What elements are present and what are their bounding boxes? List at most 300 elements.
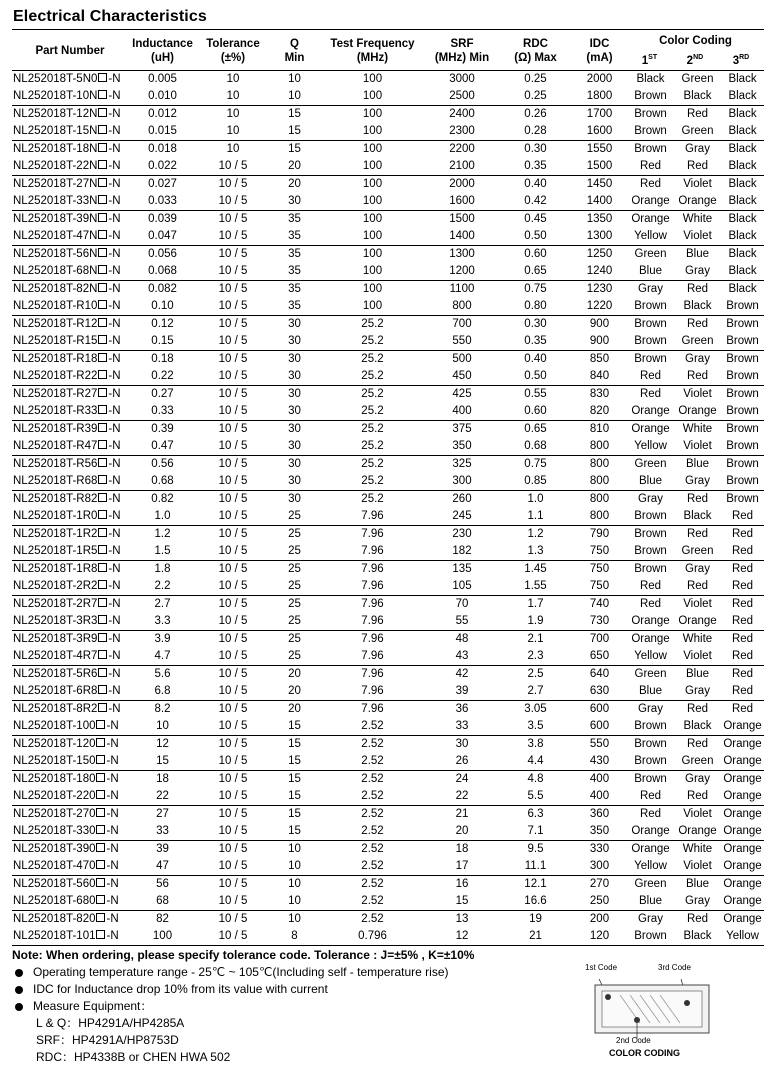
cell-srf: 1400 <box>449 229 475 242</box>
cell-q-min: 25 <box>288 562 301 575</box>
cell-color-1st: Black <box>636 72 665 85</box>
tolerance-code-box-icon <box>98 528 107 537</box>
header-tolerance: Tolerance (±%) <box>206 37 260 64</box>
cell-idc: 200 <box>589 912 610 925</box>
tolerance-code-box-icon <box>98 405 107 414</box>
cell-color-3rd: Black <box>728 229 757 242</box>
cell-rdc: 1.9 <box>527 614 544 627</box>
cell-color-1st: Brown <box>634 562 667 575</box>
header-test-frequency: Test Frequency (MHz) <box>330 37 415 64</box>
cell-color-3rd: Black <box>728 194 757 207</box>
table-row <box>12 333 764 351</box>
cell-test-frequency: 100 <box>362 107 383 120</box>
cell-tolerance: 10 / 5 <box>218 719 248 732</box>
cell-idc: 800 <box>589 457 610 470</box>
cell-rdc: 2.3 <box>527 649 544 662</box>
bullet-dot-icon <box>15 1003 23 1011</box>
electrical-characteristics-table <box>12 31 764 946</box>
cell-color-3rd: Orange <box>723 877 762 890</box>
cell-color-2nd: Green <box>681 72 714 85</box>
cell-q-min: 25 <box>288 579 301 592</box>
cell-inductance: 100 <box>152 929 173 942</box>
cell-color-3rd: Black <box>728 124 757 137</box>
cell-inductance: 0.027 <box>148 177 177 190</box>
tolerance-code-box-icon <box>98 108 107 117</box>
cell-srf: 550 <box>452 334 472 347</box>
cell-inductance: 1.2 <box>154 527 171 540</box>
cell-color-2nd: Orange <box>678 614 717 627</box>
cell-test-frequency: 25.2 <box>361 457 384 470</box>
cell-inductance: 0.56 <box>151 457 174 470</box>
cell-test-frequency: 100 <box>362 212 383 225</box>
cell-color-3rd: Orange <box>723 807 762 820</box>
cell-srf: 2000 <box>449 177 475 190</box>
cell-rdc: 3.05 <box>524 702 547 715</box>
cell-srf: 21 <box>455 807 469 820</box>
cell-srf: 1100 <box>449 282 475 295</box>
cell-color-2nd: Red <box>686 702 709 715</box>
cell-srf: 2500 <box>449 89 475 102</box>
cell-color-3rd: Red <box>731 702 754 715</box>
cell-srf: 2300 <box>449 124 475 137</box>
cell-part-number: NL252018T-10N -N <box>13 89 121 102</box>
cell-inductance: 0.056 <box>148 247 177 260</box>
table-row <box>12 228 764 246</box>
cell-color-2nd: Red <box>686 492 709 505</box>
cell-color-1st: Gray <box>638 702 663 715</box>
equipment-lq: L & Q：HP4291A/HP4285A <box>36 1016 185 1030</box>
cell-inductance: 47 <box>156 859 169 872</box>
cell-color-3rd: Brown <box>726 369 759 382</box>
cell-rdc: 16.6 <box>524 894 547 907</box>
table-row <box>12 735 764 753</box>
cell-color-1st: Brown <box>634 334 667 347</box>
cell-inductance: 1.5 <box>154 544 171 557</box>
cell-test-frequency: 2.52 <box>361 719 384 732</box>
cell-test-frequency: 2.52 <box>361 754 384 767</box>
cell-part-number: NL252018T-R82 -N <box>13 492 121 505</box>
header-part-number: Part Number <box>35 44 105 57</box>
cell-q-min: 35 <box>288 299 301 312</box>
cell-tolerance: 10 / 5 <box>218 194 248 207</box>
cell-inductance: 15 <box>156 754 169 767</box>
cell-rdc: 0.45 <box>524 212 547 225</box>
cell-rdc: 2.7 <box>527 684 544 697</box>
table-row <box>12 718 764 736</box>
cell-color-3rd: Orange <box>723 789 762 802</box>
tolerance-code-box-icon <box>98 615 107 624</box>
equipment-srf: SRF：HP4291A/HP8753D <box>36 1033 179 1047</box>
cell-srf: 1300 <box>449 247 475 260</box>
cell-color-3rd: Brown <box>726 317 759 330</box>
diagram-label-2nd-code: 2nd Code <box>616 1036 651 1045</box>
cell-rdc: 3.8 <box>527 737 544 750</box>
tolerance-code-box-icon <box>98 265 107 274</box>
cell-rdc: 1.45 <box>524 562 547 575</box>
cell-color-3rd: Brown <box>726 492 759 505</box>
cell-inductance: 27 <box>156 807 169 820</box>
cell-idc: 850 <box>589 352 610 365</box>
cell-q-min: 15 <box>288 772 301 785</box>
cell-test-frequency: 2.52 <box>361 912 384 925</box>
cell-test-frequency: 100 <box>362 177 383 190</box>
cell-tolerance: 10 / 5 <box>218 387 248 400</box>
tolerance-code-box-icon <box>98 458 107 467</box>
cell-tolerance: 10 <box>226 72 240 85</box>
cell-color-3rd: Black <box>728 72 757 85</box>
cell-idc: 120 <box>589 929 610 942</box>
cell-idc: 400 <box>589 789 610 802</box>
cell-tolerance: 10 / 5 <box>218 877 248 890</box>
cell-rdc: 0.65 <box>524 422 547 435</box>
cell-test-frequency: 7.96 <box>361 702 384 715</box>
cell-color-2nd: Orange <box>678 404 717 417</box>
notes-section <box>12 947 572 1066</box>
cell-q-min: 10 <box>288 859 301 872</box>
table-row <box>12 140 764 158</box>
cell-q-min: 35 <box>288 229 301 242</box>
tolerance-code-box-icon <box>98 388 107 397</box>
cell-rdc: 0.25 <box>524 72 547 85</box>
cell-test-frequency: 7.96 <box>361 649 384 662</box>
table-row <box>12 210 764 228</box>
cell-q-min: 15 <box>288 807 301 820</box>
cell-rdc: 0.40 <box>524 352 547 365</box>
tolerance-code-box-icon <box>98 283 107 292</box>
table-row <box>12 875 764 893</box>
cell-srf: 2100 <box>449 159 475 172</box>
cell-color-1st: Red <box>639 159 662 172</box>
cell-tolerance: 10 <box>226 89 240 102</box>
cell-tolerance: 10 / 5 <box>218 247 248 260</box>
cell-color-1st: Yellow <box>634 859 667 872</box>
cell-rdc: 0.65 <box>524 264 547 277</box>
cell-inductance: 2.2 <box>154 579 171 592</box>
tolerance-code-box-icon <box>96 720 105 729</box>
cell-srf: 3000 <box>449 72 475 85</box>
cell-tolerance: 10 / 5 <box>218 859 248 872</box>
cell-srf: 1500 <box>449 212 475 225</box>
section-title: Electrical Characteristics <box>13 8 207 25</box>
cell-color-2nd: Blue <box>685 877 710 890</box>
note-bullet-equipment: Measure Equipment： <box>12 998 572 1015</box>
cell-test-frequency: 2.52 <box>361 894 384 907</box>
cell-color-1st: Blue <box>638 894 663 907</box>
cell-test-frequency: 7.96 <box>361 544 384 557</box>
cell-color-1st: Brown <box>634 544 667 557</box>
tolerance-code-box-icon <box>96 825 105 834</box>
cell-color-3rd: Orange <box>723 754 762 767</box>
cell-inductance: 68 <box>156 894 169 907</box>
cell-q-min: 25 <box>288 632 301 645</box>
cell-tolerance: 10 / 5 <box>218 579 248 592</box>
header-color-3rd: 3RD <box>732 54 750 67</box>
cell-inductance: 0.039 <box>148 212 177 225</box>
cell-tolerance: 10 / 5 <box>218 404 248 417</box>
cell-test-frequency: 100 <box>362 72 383 85</box>
bullet-dot-icon <box>15 969 23 977</box>
cell-color-3rd: Red <box>731 614 754 627</box>
cell-color-3rd: Black <box>728 142 757 155</box>
cell-color-2nd: Violet <box>683 859 712 872</box>
cell-q-min: 25 <box>288 544 301 557</box>
cell-inductance: 3.9 <box>154 632 171 645</box>
cell-inductance: 0.68 <box>151 474 174 487</box>
cell-tolerance: 10 / 5 <box>218 702 248 715</box>
cell-color-2nd: Violet <box>683 807 712 820</box>
cell-idc: 1500 <box>586 159 613 172</box>
inductor-chip-drawing <box>585 973 745 1043</box>
cell-idc: 400 <box>589 772 610 785</box>
cell-part-number: NL252018T-5R6 -N <box>13 667 121 680</box>
cell-q-min: 30 <box>288 317 301 330</box>
cell-inductance: 8.2 <box>154 702 171 715</box>
cell-srf: 12 <box>455 929 469 942</box>
cell-srf: 70 <box>455 597 469 610</box>
cell-inductance: 3.3 <box>154 614 171 627</box>
cell-color-1st: Red <box>639 807 662 820</box>
tolerance-code-box-icon <box>96 930 105 939</box>
cell-color-2nd: White <box>682 212 713 225</box>
cell-tolerance: 10 / 5 <box>218 929 248 942</box>
cell-inductance: 0.012 <box>148 107 177 120</box>
cell-tolerance: 10 / 5 <box>218 422 248 435</box>
cell-color-2nd: Gray <box>685 562 710 575</box>
cell-color-1st: Brown <box>634 509 667 522</box>
cell-part-number: NL252018T-330 -N <box>13 824 119 837</box>
cell-color-3rd: Brown <box>726 334 759 347</box>
tolerance-code-box-icon <box>98 370 107 379</box>
cell-srf: 500 <box>452 352 472 365</box>
cell-inductance: 1.8 <box>154 562 171 575</box>
title-rule <box>12 29 764 30</box>
cell-rdc: 0.50 <box>524 229 547 242</box>
table-row <box>12 858 764 876</box>
diagram-label-1st-code: 1st Code <box>585 963 618 972</box>
cell-color-3rd: Brown <box>726 422 759 435</box>
cell-color-3rd: Brown <box>726 457 759 470</box>
cell-rdc: 1.1 <box>527 509 544 522</box>
tolerance-code-box-icon <box>98 633 107 642</box>
cell-part-number: NL252018T-18N -N <box>13 142 121 155</box>
tolerance-code-box-icon <box>96 738 105 747</box>
tolerance-code-box-icon <box>98 125 107 134</box>
cell-tolerance: 10 / 5 <box>218 807 248 820</box>
cell-tolerance: 10 / 5 <box>218 527 248 540</box>
cell-test-frequency: 7.96 <box>361 527 384 540</box>
cell-idc: 330 <box>589 842 610 855</box>
cell-inductance: 0.082 <box>148 282 177 295</box>
table-row <box>12 70 764 88</box>
cell-color-2nd: Green <box>681 544 714 557</box>
cell-inductance: 12 <box>156 737 169 750</box>
cell-idc: 740 <box>589 597 610 610</box>
cell-rdc: 1.3 <box>527 544 544 557</box>
cell-idc: 1350 <box>586 212 613 225</box>
cell-inductance: 39 <box>156 842 169 855</box>
cell-test-frequency: 100 <box>362 229 383 242</box>
cell-q-min: 10 <box>288 89 301 102</box>
table-row <box>12 630 764 648</box>
cell-part-number: NL252018T-56N -N <box>13 247 121 260</box>
tolerance-code-box-icon <box>98 685 107 694</box>
cell-q-min: 15 <box>288 789 301 802</box>
cell-color-1st: Brown <box>634 124 667 137</box>
tolerance-code-box-icon <box>96 860 105 869</box>
cell-test-frequency: 2.52 <box>361 877 384 890</box>
cell-inductance: 0.005 <box>148 72 177 85</box>
table-row <box>12 105 764 123</box>
cell-part-number: NL252018T-3R9 -N <box>13 632 121 645</box>
cell-q-min: 30 <box>288 439 301 452</box>
cell-q-min: 20 <box>288 159 301 172</box>
cell-test-frequency: 25.2 <box>361 404 384 417</box>
cell-tolerance: 10 / 5 <box>218 912 248 925</box>
cell-color-2nd: Red <box>686 317 709 330</box>
tolerance-code-box-icon <box>98 703 107 712</box>
cell-q-min: 10 <box>288 842 301 855</box>
cell-inductance: 56 <box>156 877 169 890</box>
cell-color-2nd: Orange <box>678 824 717 837</box>
cell-q-min: 35 <box>288 247 301 260</box>
diagram-caption: COLOR CODING <box>609 1048 680 1058</box>
cell-rdc: 11.1 <box>524 859 547 872</box>
cell-idc: 270 <box>589 877 610 890</box>
cell-idc: 630 <box>589 684 610 697</box>
cell-color-1st: Brown <box>634 754 667 767</box>
table-row <box>12 473 764 491</box>
cell-inductance: 82 <box>156 912 169 925</box>
cell-inductance: 0.033 <box>148 194 177 207</box>
cell-color-3rd: Brown <box>726 352 759 365</box>
cell-color-3rd: Black <box>728 177 757 190</box>
cell-color-2nd: Gray <box>685 772 710 785</box>
cell-test-frequency: 2.52 <box>361 772 384 785</box>
cell-tolerance: 10 / 5 <box>218 649 248 662</box>
cell-part-number: NL252018T-8R2 -N <box>13 702 121 715</box>
table-row <box>12 595 764 613</box>
cell-color-2nd: Violet <box>683 177 712 190</box>
table-row <box>12 193 764 211</box>
cell-part-number: NL252018T-R22 -N <box>13 369 121 382</box>
cell-color-1st: Brown <box>634 352 667 365</box>
cell-part-number: NL252018T-101 -N <box>13 929 119 942</box>
cell-part-number: NL252018T-150 -N <box>13 754 119 767</box>
cell-part-number: NL252018T-4R7 -N <box>13 649 121 662</box>
cell-idc: 430 <box>589 754 610 767</box>
cell-srf: 36 <box>455 702 469 715</box>
cell-part-number: NL252018T-470 -N <box>13 859 119 872</box>
table-row <box>12 665 764 683</box>
cell-q-min: 30 <box>288 387 301 400</box>
cell-inductance: 0.15 <box>151 334 174 347</box>
tolerance-code-box-icon <box>98 493 107 502</box>
cell-color-2nd: Blue <box>685 247 710 260</box>
cell-color-3rd: Yellow <box>726 929 759 942</box>
cell-rdc: 0.75 <box>524 457 547 470</box>
tolerance-code-box-icon <box>98 353 107 362</box>
cell-part-number: NL252018T-15N -N <box>13 124 121 137</box>
table-row <box>12 893 764 911</box>
cell-rdc: 3.5 <box>527 719 544 732</box>
cell-idc: 1220 <box>586 299 613 312</box>
cell-idc: 820 <box>589 404 610 417</box>
cell-color-2nd: Green <box>681 124 714 137</box>
cell-rdc: 6.3 <box>527 807 544 820</box>
cell-idc: 600 <box>589 719 610 732</box>
tolerance-code-box-icon <box>96 878 105 887</box>
cell-part-number: NL252018T-33N -N <box>13 194 121 207</box>
cell-idc: 750 <box>589 579 610 592</box>
tolerance-code-box-icon <box>98 335 107 344</box>
cell-part-number: NL252018T-390 -N <box>13 842 119 855</box>
cell-color-3rd: Red <box>731 509 754 522</box>
cell-color-2nd: Green <box>681 754 714 767</box>
cell-tolerance: 10 / 5 <box>218 789 248 802</box>
header-inductance: Inductance (uH) <box>132 37 193 64</box>
cell-q-min: 35 <box>288 264 301 277</box>
cell-test-frequency: 100 <box>362 194 383 207</box>
cell-test-frequency: 7.96 <box>361 509 384 522</box>
header-srf: SRF (MHz) Min <box>434 37 490 64</box>
cell-idc: 900 <box>589 334 610 347</box>
cell-inductance: 0.39 <box>151 422 174 435</box>
tolerance-code-box-icon <box>98 143 107 152</box>
cell-tolerance: 10 / 5 <box>218 159 248 172</box>
cell-color-3rd: Orange <box>723 894 762 907</box>
cell-rdc: 2.5 <box>527 667 544 680</box>
cell-rdc: 2.1 <box>527 632 544 645</box>
cell-color-3rd: Black <box>728 89 757 102</box>
cell-color-2nd: Orange <box>678 194 717 207</box>
cell-idc: 1230 <box>586 282 613 295</box>
cell-idc: 350 <box>589 824 610 837</box>
cell-color-2nd: Violet <box>683 597 712 610</box>
cell-part-number: NL252018T-680 -N <box>13 894 119 907</box>
cell-q-min: 15 <box>288 824 301 837</box>
cell-tolerance: 10 / 5 <box>218 562 248 575</box>
cell-test-frequency: 2.52 <box>361 807 384 820</box>
cell-color-1st: Brown <box>634 719 667 732</box>
cell-color-1st: Red <box>639 369 662 382</box>
cell-srf: 20 <box>455 824 469 837</box>
cell-color-3rd: Red <box>731 544 754 557</box>
cell-srf: 24 <box>455 772 469 785</box>
cell-inductance: 0.047 <box>148 229 177 242</box>
cell-inductance: 0.82 <box>151 492 174 505</box>
cell-q-min: 20 <box>288 702 301 715</box>
table-body <box>12 70 764 945</box>
cell-rdc: 0.42 <box>524 194 547 207</box>
cell-srf: 18 <box>455 842 469 855</box>
cell-rdc: 1.0 <box>527 492 544 505</box>
cell-test-frequency: 25.2 <box>361 334 384 347</box>
cell-idc: 1600 <box>586 124 613 137</box>
cell-inductance: 18 <box>156 772 169 785</box>
cell-inductance: 6.8 <box>154 684 171 697</box>
cell-idc: 1800 <box>586 89 613 102</box>
table-row <box>12 263 764 281</box>
cell-test-frequency: 100 <box>362 299 383 312</box>
cell-color-3rd: Brown <box>726 474 759 487</box>
cell-idc: 810 <box>589 422 610 435</box>
cell-color-1st: Brown <box>634 929 667 942</box>
cell-part-number: NL252018T-6R8 -N <box>13 684 121 697</box>
cell-rdc: 19 <box>529 912 542 925</box>
cell-q-min: 25 <box>288 649 301 662</box>
cell-q-min: 25 <box>288 597 301 610</box>
cell-srf: 30 <box>455 737 469 750</box>
